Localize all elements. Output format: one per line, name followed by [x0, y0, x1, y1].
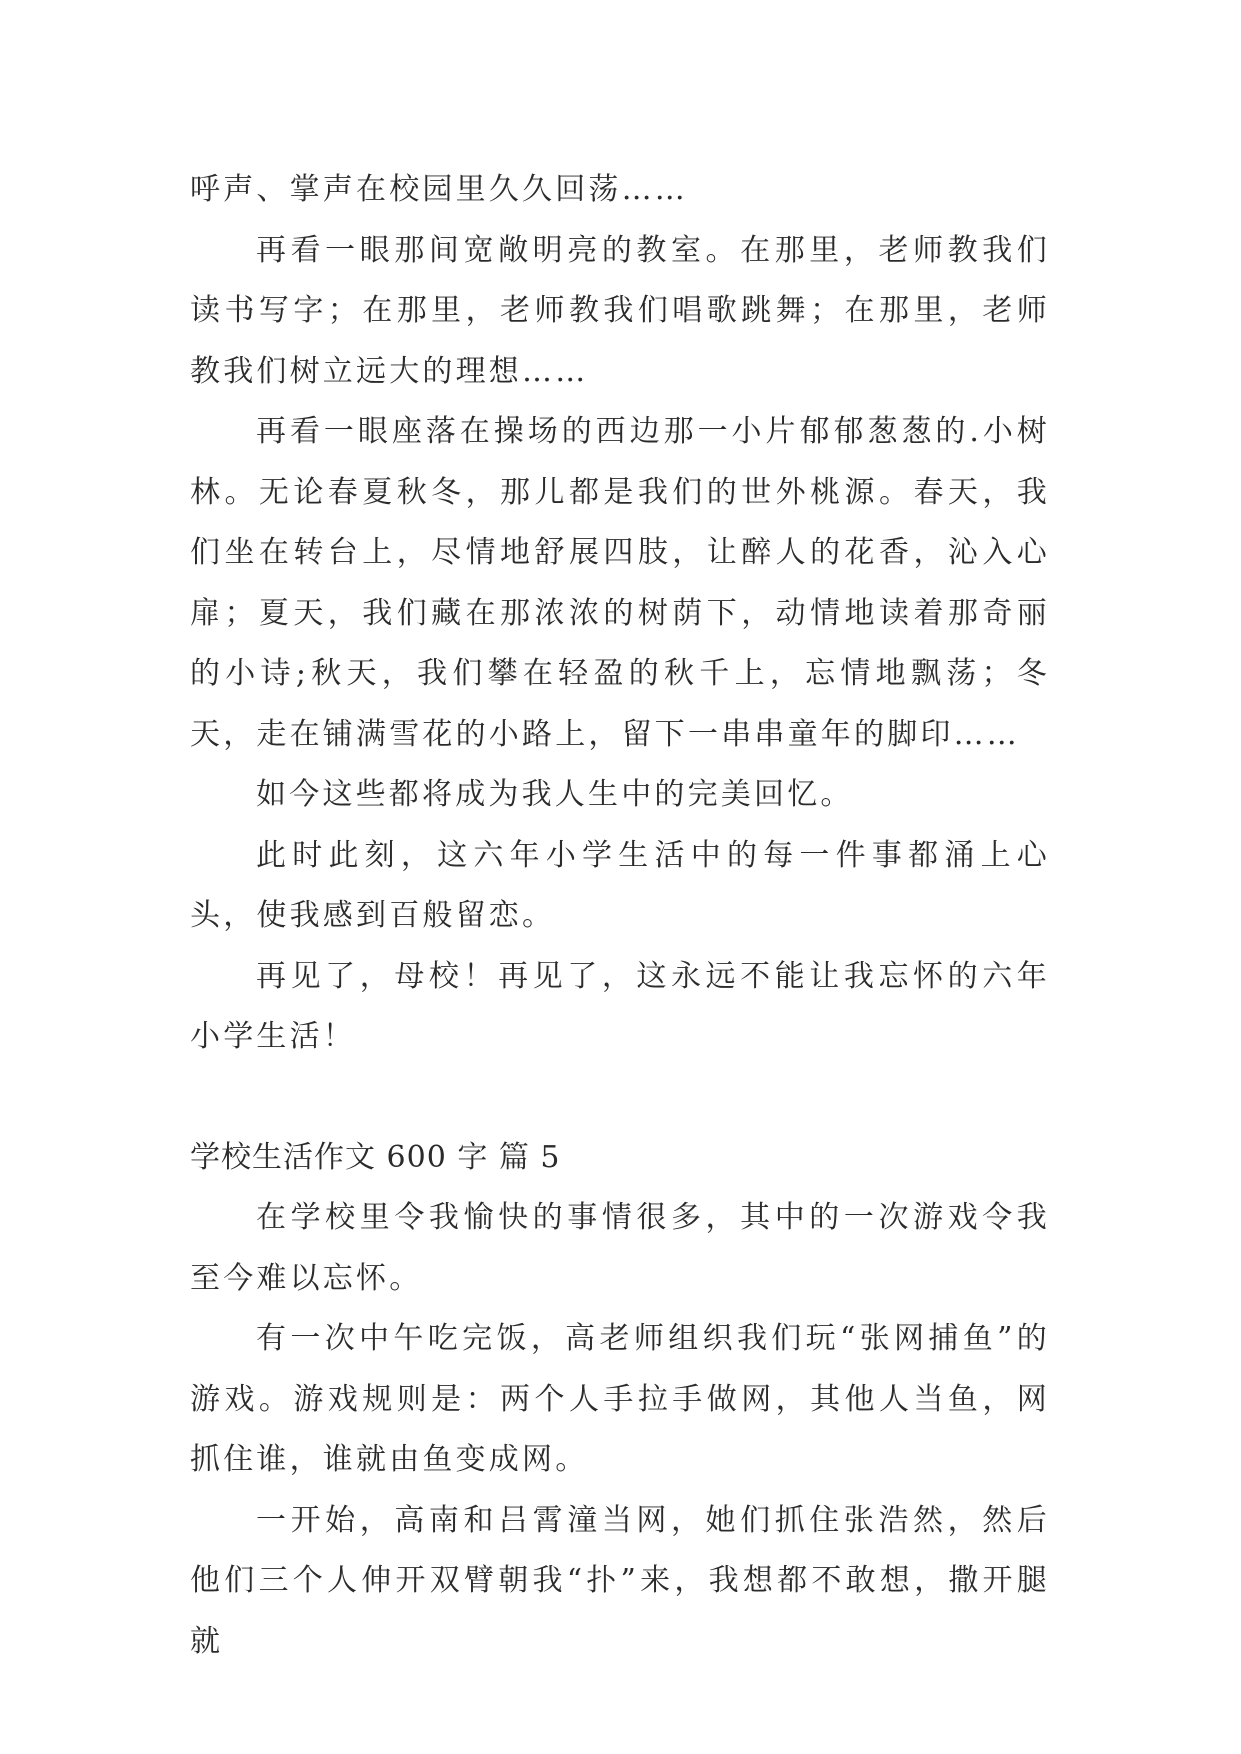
paragraph-continuation: 呼声、掌声在校园里久久回荡……: [190, 172, 688, 207]
paragraph-game-rules: 有一次中午吃完饭，高老师组织我们玩“张网捕鱼”的游戏。游戏规则是：两个人手拉手做网，其他人当鱼，网抓住谁，谁就由鱼变成网。: [190, 1321, 1050, 1477]
paragraph-classroom: 再看一眼那间宽敞明亮的教室。在那里，老师教我们读书写字；在那里，老师教我们唱歌跳舞；在那里，老师教我们树立远大的理想……: [190, 232, 1050, 389]
document-page: [190, 160, 1050, 1672]
paragraph-game-start: 一开始，高南和吕霄潼当网，她们抓住张浩然，然后他们三个人伸开双臂朝我“扑”来，我想都不敢想，撒开腿就: [190, 1502, 1050, 1659]
paragraph-farewell: 再见了，母校！再见了，这永远不能让我忘怀的六年小学生活！: [190, 958, 1050, 1054]
paragraph-intro: 在学校里令我愉快的事情很多，其中的一次游戏令我至今难以忘怀。: [190, 1200, 1050, 1296]
paragraph-memory: 如今这些都将成为我人生中的完美回忆。: [256, 777, 854, 812]
paragraph-this-moment: 此时此刻，这六年小学生活中的每一件事都涌上心头，使我感到百般留恋。: [190, 837, 1050, 933]
section-heading: 学校生活作文 600 字 篇 5: [190, 1139, 561, 1175]
paragraph-grove: 再看一眼座落在操场的西边那一小片郁郁葱葱的.小树林。无论春夏秋冬，那儿都是我们的世外桃源。春天，我们坐在转台上，尽情地舒展四肢，让醉人的花香，沁入心扉；夏天，我们藏在那浓浓的树荫下，动情地读着那奇丽的小诗;秋天，我们攀在轻盈的秋千上，忘情地飘荡；冬天，走在铺满雪花的小路上，留下一串串童年的脚印……: [190, 414, 1050, 752]
